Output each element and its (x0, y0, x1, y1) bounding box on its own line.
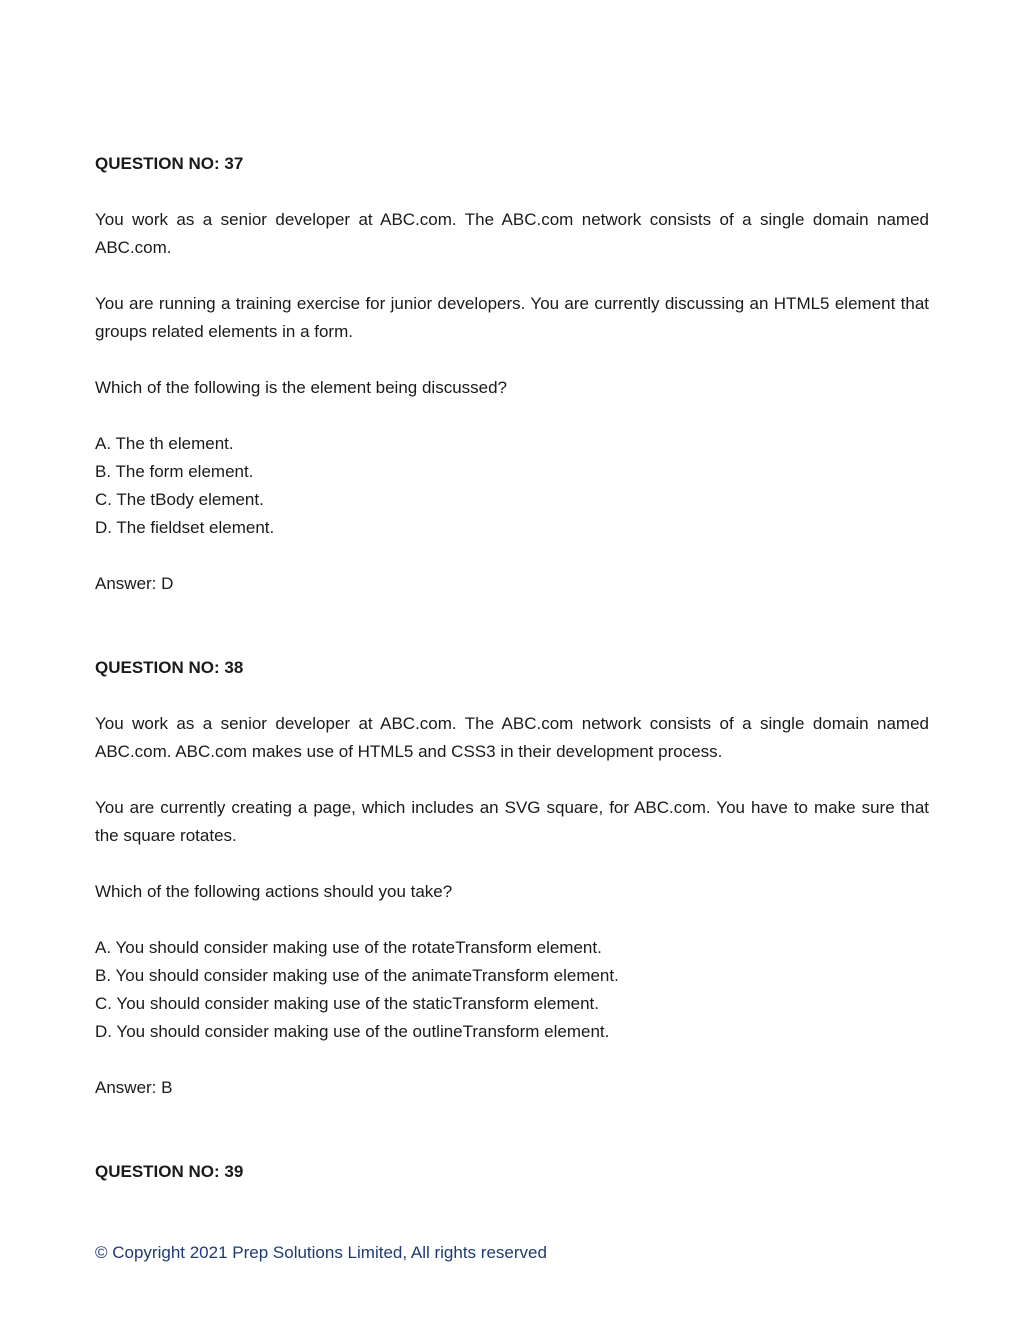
answer-options (95, 934, 929, 1046)
question-block-38 (95, 654, 929, 1102)
option-d: D. The fieldset element. (95, 518, 275, 537)
option-b: B. You should consider making use of the animateTransform element. (95, 966, 619, 985)
question-prompt: Which of the following is the element being discussed? (95, 378, 508, 397)
question-block-37 (95, 150, 929, 598)
question-heading: QUESTION NO: 37 (95, 154, 244, 173)
answer-options (95, 430, 929, 542)
answer-line: Answer: D (95, 574, 174, 593)
question-paragraph: You are currently creating a page, which includes an SVG square, for ABC.com. You have to make sure that the square rotates. (95, 798, 929, 845)
question-heading: QUESTION NO: 39 (95, 1162, 244, 1181)
question-block-39 (95, 1158, 929, 1186)
option-d: D. You should consider making use of the outlineTransform element. (95, 1022, 610, 1041)
question-prompt: Which of the following actions should you take? (95, 882, 453, 901)
answer-line: Answer: B (95, 1078, 173, 1097)
document-body (95, 150, 929, 1214)
question-paragraph: You are running a training exercise for junior developers. You are currently discussing an HTML5 element that groups related elements in a form. (95, 294, 929, 341)
copyright-footer: © Copyright 2021 Prep Solutions Limited, All rights reserved (95, 1243, 547, 1262)
option-a: A. You should consider making use of the rotateTransform element. (95, 938, 602, 957)
question-heading: QUESTION NO: 38 (95, 658, 244, 677)
option-a: A. The th element. (95, 434, 234, 453)
option-c: C. The tBody element. (95, 490, 264, 509)
option-b: B. The form element. (95, 462, 254, 481)
question-paragraph: You work as a senior developer at ABC.com. The ABC.com network consists of a single domain named ABC.com. (95, 210, 929, 257)
question-paragraph: You work as a senior developer at ABC.com. The ABC.com network consists of a single domain named ABC.com. ABC.com makes use of HTML5 and CSS3 in their development process. (95, 714, 929, 761)
option-c: C. You should consider making use of the staticTransform element. (95, 994, 599, 1013)
